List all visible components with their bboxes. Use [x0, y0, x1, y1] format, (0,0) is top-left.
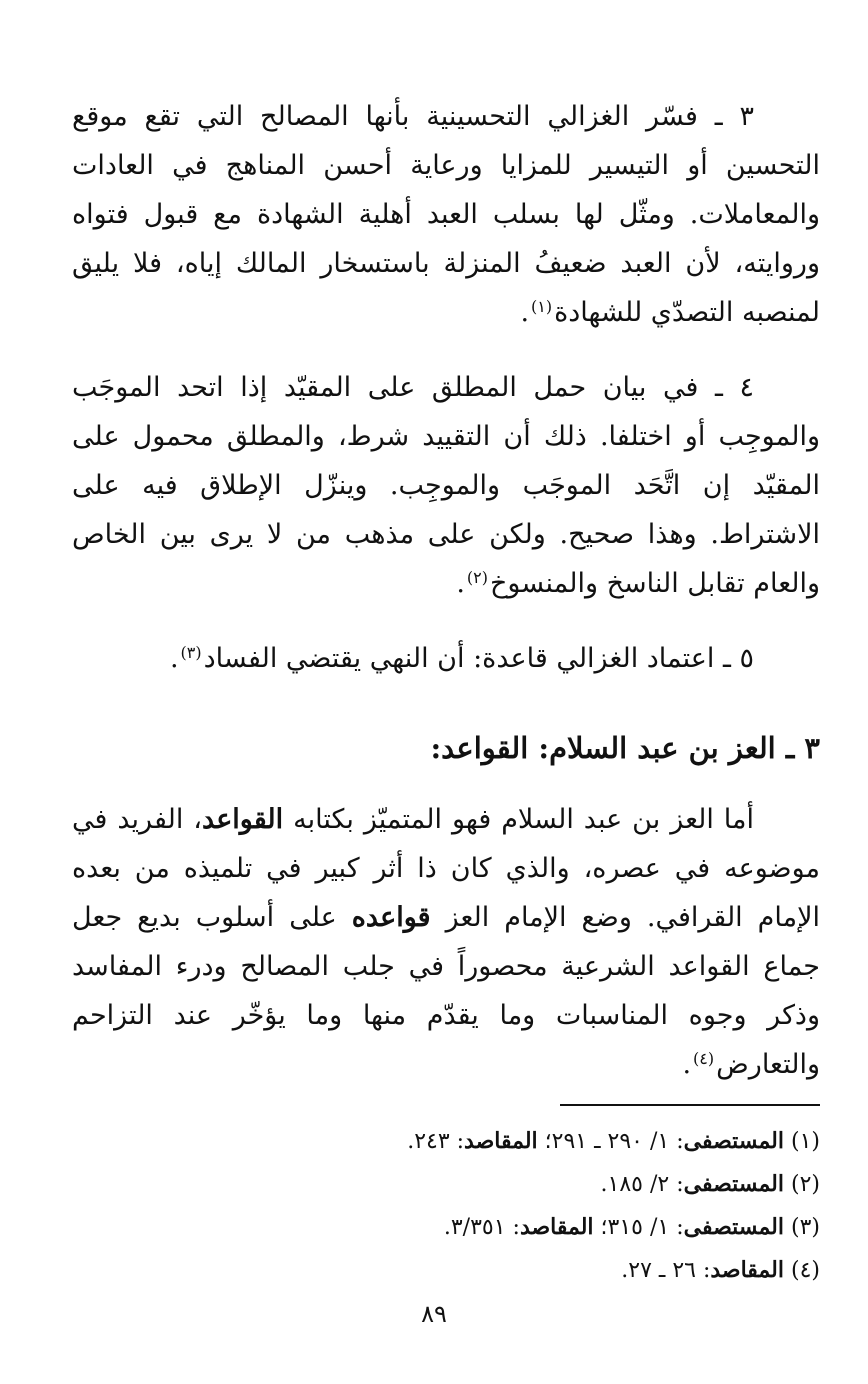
- footnote-divider: [560, 1104, 820, 1106]
- footnote-number: (٣): [790, 1215, 820, 1240]
- paragraph-item-5: [72, 634, 820, 683]
- footnotes: [72, 1120, 820, 1292]
- body-text: على أسلوب بديع جعل جماع القواعد الشرعية محصوراً في جلب المصالح ودرء المفاسد وذكر وجوه المناسبات وما يقدّم منها وما يؤخّر عند التزاحم والتعارض: [72, 902, 820, 1080]
- page-content: [72, 92, 820, 1089]
- footnote-item: [72, 1206, 820, 1249]
- footnote-item: [72, 1120, 820, 1163]
- paragraph-end: .: [456, 568, 465, 599]
- footnote-source: المستصفى: [683, 1214, 784, 1240]
- footnote-marker: (١): [531, 297, 553, 316]
- footnote-text: : ٢٦ ـ ٢٧.: [621, 1258, 711, 1283]
- footnote-item: [72, 1249, 820, 1292]
- footnote-number: (٤): [790, 1258, 820, 1283]
- footnote-item: [72, 1163, 820, 1206]
- paragraph-item-3: [72, 92, 820, 337]
- section-heading: ٣ ـ العز بن عبد السلام: القواعد:: [430, 731, 820, 765]
- paragraph-end: .: [682, 1049, 692, 1080]
- paragraph-end: .: [520, 297, 530, 328]
- footnote-source: المستصفى: [683, 1128, 784, 1154]
- body-paragraph: [72, 795, 820, 1089]
- page-number: ٨٩: [421, 1300, 447, 1328]
- paragraph-text: ٤ ـ في بيان حمل المطلق على المقيّد إذا اتحد الموجَب والموجِب أو اختلفا. ذلك أن التقييد شرط، والمطلق محمول على المقيّد إن اتَّحَد الموجَب والموجِب. وينزّل الإطلاق فيه على الاشتراط. وهذا صحيح. ولكن على مذهب من لا يرى بين الخاص والعام تقابل الناسخ والمنسوخ: [72, 372, 820, 599]
- footnote-number: (١): [790, 1129, 820, 1154]
- footnote-number: (٢): [790, 1172, 820, 1197]
- body-text: أما العز بن عبد السلام فهو المتميّز بكتابه: [293, 804, 755, 835]
- footnote-text: : ٣/٣٥١.: [443, 1215, 520, 1240]
- paragraph-end: .: [169, 643, 179, 674]
- book-title: القواعد: [202, 804, 284, 835]
- footnote-marker: (٣): [180, 643, 202, 662]
- footnote-marker: (٢): [466, 568, 488, 587]
- book-title: قواعده: [351, 902, 431, 933]
- paragraph-text: ٥ ـ اعتماد الغزالي قاعدة: أن النهي يقتضي الفساد: [203, 643, 754, 674]
- footnote-text: : ١/ ٣١٥؛: [600, 1215, 684, 1240]
- paragraph-text: ٣ ـ فسّر الغزالي التحسينية بأنها المصالح التي تقع موقع التحسين أو التيسير للمزايا ورعاية أحسن المناهج في العادات والمعاملات. ومثّل لها بسلب العبد أهلية الشهادة مع قبول فتواه وروايته، لأن العبد ضعيفُ المنزلة باستسخار المالك إياه، فلا يليق لمنصبه التصدّي للشهادة: [72, 101, 820, 328]
- footnote-text: : ٢/ ١٨٥.: [600, 1172, 684, 1197]
- footnote-source: المقاصد: [464, 1128, 538, 1154]
- footnote-source: المقاصد: [710, 1257, 784, 1283]
- paragraph-item-4: [72, 363, 820, 608]
- footnote-source: المستصفى: [683, 1171, 784, 1197]
- footnote-text: : ١/ ٢٩٠ ـ ٢٩١؛: [544, 1129, 684, 1154]
- footnote-source: المقاصد: [519, 1214, 594, 1240]
- body-text: ، الفريد في موضوعه في عصره، والذي كان ذا أثر كبير في تلميذه من بعده الإمام القرافي. وضع الإمام العز: [72, 804, 820, 933]
- footnote-marker: (٤): [693, 1049, 715, 1068]
- footnote-text: : ٢٤٣.: [407, 1129, 465, 1154]
